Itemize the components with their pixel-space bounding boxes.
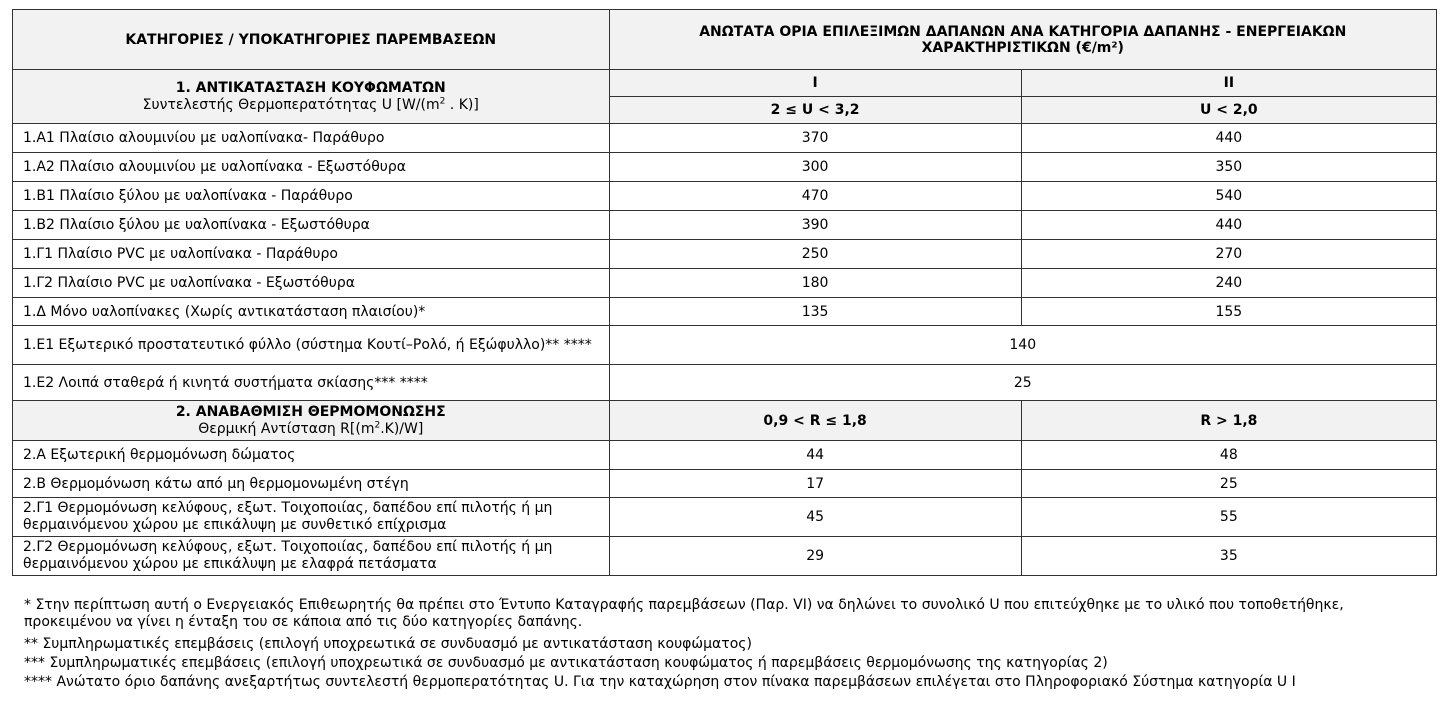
table-row: [13, 498, 1437, 537]
section1-header-row: [13, 70, 1437, 97]
footnotes: [24, 597, 1434, 692]
section1-cat-2: II: [1021, 70, 1436, 97]
table-row: [13, 470, 1437, 498]
row-value-1: 45: [609, 498, 1021, 537]
row-label: 1.Α2 Πλαίσιο αλουμινίου με υαλοπίνακα - Εξωστόθυρα: [13, 153, 610, 182]
table-row: [13, 365, 1437, 401]
row-value-1: 470: [609, 182, 1021, 211]
row-value-2: 25: [1021, 470, 1436, 498]
section2-range-1: 0,9 < R ≤ 1,8: [609, 401, 1021, 441]
row-value-1: 300: [609, 153, 1021, 182]
row-value-1: 44: [609, 441, 1021, 470]
row-value-1: 17: [609, 470, 1021, 498]
table-row: [13, 240, 1437, 269]
section2-range-2: R > 1,8: [1021, 401, 1436, 441]
footnote-3: *** Συμπληρωματικές επεμβάσεις (επιλογή υποχρεωτικά σε συνδυασμό με αντικατάσταση κουφώματος ή παρεμβάσεις θερμομόνωσης της κατηγορίας 2): [24, 655, 1108, 671]
section2-header-row: [13, 401, 1437, 441]
section2-subtitle: Θερμική Αντίσταση $R[(m^2.K)/W]$: [198, 419, 424, 437]
section1-subtitle: Συντελεστής Θερμοπερατότητας U [$W/(m^2$ . K)]: [142, 95, 479, 113]
section1-range-1: 2 ≤ U < 3,2: [609, 97, 1021, 124]
row-label: 1.Β1 Πλαίσιο ξύλου με υαλοπίνακα - Παράθυρο: [13, 182, 610, 211]
row-value-2: 155: [1021, 298, 1436, 326]
table-row: [13, 269, 1437, 298]
table-row: [13, 124, 1437, 153]
row-label: 1.Γ2 Πλαίσιο PVC με υαλοπίνακα - Εξωστόθυρα: [13, 269, 610, 298]
row-label: 1.Α1 Πλαίσιο αλουμινίου με υαλοπίνακα- Παράθυρο: [13, 124, 610, 153]
section1-range-2: U < 2,0: [1021, 97, 1436, 124]
row-label: 1.Γ1 Πλαίσιο PVC με υαλοπίνακα - Παράθυρο: [13, 240, 610, 269]
row-label: 2.Β Θερμομόνωση κάτω από μη θερμομονωμένη στέγη: [13, 470, 610, 498]
row-label: 1.Ε1 Εξωτερικό προστατευτικό φύλλο (σύστημα Κουτί–Ρολό, ή Εξώφυλλο)** ****: [13, 326, 610, 365]
section2-title-cell: [13, 401, 610, 441]
row-value-1: 135: [609, 298, 1021, 326]
header-limits-line2: ΧΑΡΑΚΤΗΡΙΣΤΙΚΩΝ (€/m²): [921, 39, 1124, 56]
table-row: [13, 441, 1437, 470]
row-value-2: 440: [1021, 124, 1436, 153]
footnote-2: ** Συμπληρωματικές επεμβάσεις (επιλογή υποχρεωτικά σε συνδυασμό με αντικατάσταση κουφώματος): [24, 636, 752, 652]
row-value-2: 440: [1021, 211, 1436, 240]
row-label: 2.Γ2 Θερμομόνωση κελύφους, εξωτ. Τοιχοποιίας, δαπέδου επί πιλοτής ή μη θερμαινόμενου χώρου με επικάλυψη με ελαφρά πετάσματα: [13, 537, 610, 576]
footnote-4: **** Ανώτατο όριο δαπάνης ανεξαρτήτως συντελεστή θερμοπερατότητας U. Για την καταχώρηση στον πίνακα παρεμβάσεων επιλέγεται στο Πληροφοριακό Σύστημα κατηγορία U I: [24, 674, 1296, 690]
row-value-merged: 140: [609, 326, 1436, 365]
row-value-1: 180: [609, 269, 1021, 298]
row-value-2: 35: [1021, 537, 1436, 576]
row-label: 1.Β2 Πλαίσιο ξύλου με υαλοπίνακα - Εξωστόθυρα: [13, 211, 610, 240]
section1-title-cell: [13, 70, 610, 124]
row-label: 2.Α Εξωτερική θερμομόνωση δώματος: [13, 441, 610, 470]
table-row: [13, 298, 1437, 326]
row-label: 1.Ε2 Λοιπά σταθερά ή κινητά συστήματα σκίασης*** ****: [13, 365, 610, 401]
section1-cat-1: I: [609, 70, 1021, 97]
row-value-2: 55: [1021, 498, 1436, 537]
section1-title: 1. ΑΝΤΙΚΑΤΑΣΤΑΣΗ ΚΟΥΦΩΜΑΤΩΝ: [175, 79, 446, 96]
table-row: [13, 211, 1437, 240]
header-limits-line1: ΑΝΩΤΑΤΑ ΟΡΙΑ ΕΠΙΛΕΞΙΜΩΝ ΔΑΠΑΝΩΝ ΑΝΑ ΚΑΤΗΓΟΡΙΑ ΔΑΠΑΝΗΣ - ΕΝΕΡΓΕΙΑΚΩΝ: [699, 23, 1347, 40]
table-row: [13, 153, 1437, 182]
row-value-2: 270: [1021, 240, 1436, 269]
section2-title: 2. ΑΝΑΒΑΘΜΙΣΗ ΘΕΡΜΟΜΟΝΩΣΗΣ: [175, 403, 446, 420]
row-value-2: 48: [1021, 441, 1436, 470]
header-categories: ΚΑΤΗΓΟΡΙΕΣ / ΥΠΟΚΑΤΗΓΟΡΙΕΣ ΠΑΡΕΜΒΑΣΕΩΝ: [13, 10, 610, 70]
row-value-2: 240: [1021, 269, 1436, 298]
row-value-merged: 25: [609, 365, 1436, 401]
row-value-1: 250: [609, 240, 1021, 269]
table-row: [13, 537, 1437, 576]
footnote-1: * Στην περίπτωση αυτή ο Ενεργειακός Επιθεωρητής θα πρέπει στο Έντυπο Καταγραφής παρεμβάσεων (Παρ. VI) να δηλώνει το συνολικό U που επιτεύχθηκε με το υλικό που τοποθετήθηκε, προκειμένου να γίνει η ένταξη του σε κάποια από τις δύο κατηγορίες δαπάνης.: [24, 597, 1344, 630]
row-label: 1.Δ Μόνο υαλοπίνακες (Χωρίς αντικατάσταση πλαισίου)*: [13, 298, 610, 326]
row-value-1: 29: [609, 537, 1021, 576]
row-value-1: 390: [609, 211, 1021, 240]
table-row: [13, 326, 1437, 365]
table-header-row: [13, 10, 1437, 70]
row-value-1: 370: [609, 124, 1021, 153]
row-value-2: 540: [1021, 182, 1436, 211]
row-value-2: 350: [1021, 153, 1436, 182]
table-row: [13, 182, 1437, 211]
header-limits: [609, 10, 1436, 70]
row-label: 2.Γ1 Θερμομόνωση κελύφους, εξωτ. Τοιχοποιίας, δαπέδου επί πιλοτής ή μη θερμαινόμενου χώρου με επικάλυψη με συνθετικό επίχρισμα: [13, 498, 610, 537]
expense-limits-table: [12, 9, 1437, 576]
